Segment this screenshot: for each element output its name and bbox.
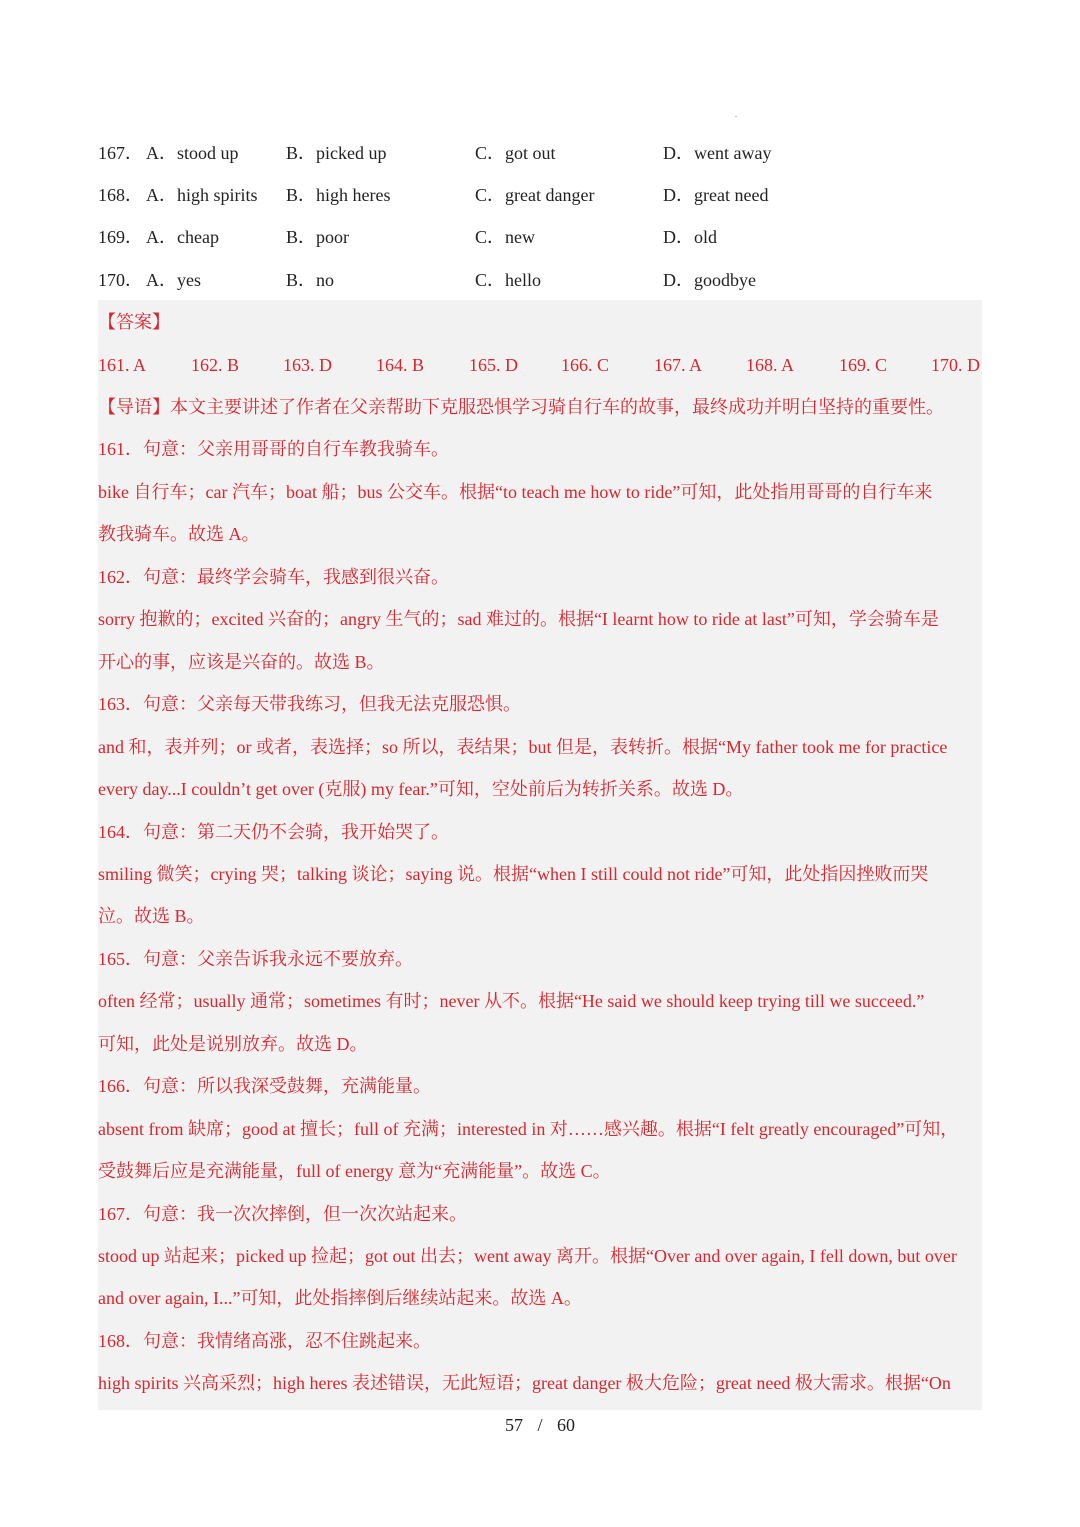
answer-key: 167. A <box>654 355 703 375</box>
explanation-line: stood up 站起来；picked up 捡起；got out 出去；went away 离开。根据“Over and over again, I fell down, but over <box>98 1246 957 1266</box>
explanation-line: sorry 抱歉的；excited 兴奋的；angry 生气的；sad 难过的。根据“I learnt how to ride at last”可知，学会骑车是 <box>98 609 939 629</box>
explanation-line: 泣。故选 B。 <box>98 906 205 926</box>
explanation-line: 161．句意：父亲用哥哥的自行车教我骑车。 <box>98 439 449 459</box>
question-options-row <box>98 222 982 252</box>
option-d: D．went away <box>663 143 772 163</box>
explanation-line: and over again, I...”可知，此处指摔倒后继续站起来。故选 A。 <box>98 1288 582 1308</box>
option-d: D．old <box>663 227 717 247</box>
answer-keys <box>98 350 988 380</box>
page-footer <box>0 1410 1080 1440</box>
explanation-line: and 和，表并列；or 或者，表选择；so 所以，表结果；but 但是，表转折。根据“My father took me for practice <box>98 737 948 757</box>
explanation-line: absent from 缺席；good at 擅长；full of 充满；interested in 对……感兴趣。根据“I felt greatly encouraged”可知， <box>98 1119 959 1139</box>
page-separator: / <box>537 1415 543 1435</box>
explanation-line: 可知，此处是说别放弃。故选 D。 <box>98 1034 368 1054</box>
explanation-line: 教我骑车。故选 A。 <box>98 524 260 544</box>
explanation-line: 【导语】本文主要讲述了作者在父亲帮助下克服恐惧学习骑自行车的故事，最终成功并明白坚持的重要性。 <box>98 397 944 417</box>
question-number: 167． <box>98 143 143 163</box>
answer-key: 168. A <box>746 355 795 375</box>
page-total: 60 <box>557 1415 575 1435</box>
option-a: A．stood up <box>146 143 239 163</box>
page-mark <box>735 116 737 117</box>
answer-key: 162. B <box>191 355 240 375</box>
question-number: 169． <box>98 227 143 247</box>
option-a: A．yes <box>146 270 201 290</box>
explanation-line: 受鼓舞后应是充满能量，full of energy 意为“充满能量”。故选 C。 <box>98 1161 611 1181</box>
question-options-row <box>98 265 982 295</box>
explanation-line: 开心的事，应该是兴奋的。故选 B。 <box>98 652 385 672</box>
option-b: B．high heres <box>286 185 391 205</box>
answer-key: 170. D <box>931 355 980 375</box>
option-c: C．new <box>475 227 535 247</box>
option-d: D．goodbye <box>663 270 756 290</box>
answer-key: 169. C <box>839 355 888 375</box>
question-options-row <box>98 138 982 168</box>
option-b: B．no <box>286 270 335 290</box>
answer-key: 164. B <box>376 355 425 375</box>
answer-key: 161. A <box>98 355 147 375</box>
answer-key: 165. D <box>469 355 518 375</box>
page-number: 57 <box>504 1415 523 1435</box>
explanation-line: 163．句意：父亲每天带我练习，但我无法克服恐惧。 <box>98 694 521 714</box>
explanation-line: smiling 微笑；crying 哭；talking 谈论；saying 说。根据“when I still could not ride”可知，此处指因挫败而哭 <box>98 864 929 884</box>
explanation-line: often 经常；usually 通常；sometimes 有时；never 从不。根据“He said we should keep trying till we succeed.” <box>98 991 925 1011</box>
explanation-line: 162．句意：最终学会骑车，我感到很兴奋。 <box>98 567 449 587</box>
option-a: A．high spirits <box>146 185 258 205</box>
explanation-line: 165．句意：父亲告诉我永远不要放弃。 <box>98 949 413 969</box>
question-number: 170． <box>98 270 143 290</box>
explanation-line: 167．句意：我一次次摔倒，但一次次站起来。 <box>98 1204 467 1224</box>
option-c: C．got out <box>475 143 556 163</box>
question-options-row <box>98 180 982 210</box>
option-c: C．hello <box>475 270 541 290</box>
explanation-line: high spirits 兴高采烈；high heres 表述错误，无此短语；great danger 极大危险；great need 极大需求。根据“On <box>98 1373 951 1393</box>
explanation-line: 168．句意：我情绪高涨，忍不住跳起来。 <box>98 1331 431 1351</box>
explanation-line: every day...I couldn’t get over (克服) my fear.”可知，空处前后为转折关系。故选 D。 <box>98 779 744 799</box>
option-a: A．cheap <box>146 227 219 247</box>
explanation-line: 164．句意：第二天仍不会骑，我开始哭了。 <box>98 822 449 842</box>
option-b: B．poor <box>286 227 349 247</box>
answer-key: 163. D <box>283 355 332 375</box>
explanation-line: 166．句意：所以我深受鼓舞，充满能量。 <box>98 1076 431 1096</box>
option-b: B．picked up <box>286 143 387 163</box>
answer-key: 166. C <box>561 355 610 375</box>
option-c: C．great danger <box>475 185 595 205</box>
question-number: 168． <box>98 185 143 205</box>
explanation-line: bike 自行车；car 汽车；boat 船；bus 公交车。根据“to teach me how to ride”可知，此处指用哥哥的自行车来 <box>98 482 933 502</box>
answer-header: 【答案】 <box>98 312 170 332</box>
option-d: D．great need <box>663 185 769 205</box>
